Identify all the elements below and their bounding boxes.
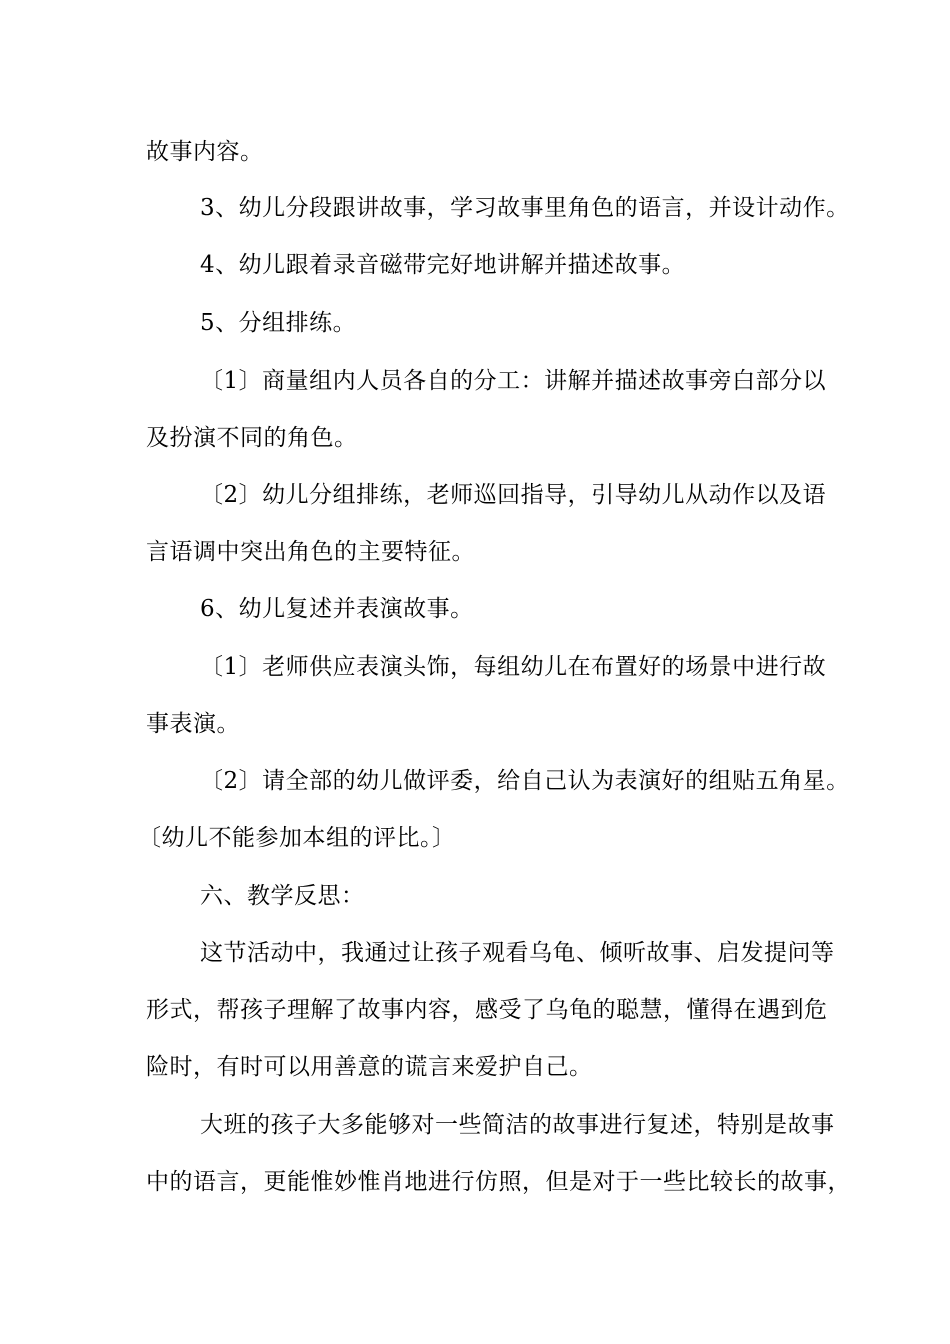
text-line: 险时，有时可以用善意的谎言来爱护自己。 bbox=[146, 1054, 593, 1080]
text-line: 5、分组排练。 bbox=[200, 310, 357, 336]
text-line: 4、幼儿跟着录音磁带完好地讲解并描述故事。 bbox=[200, 252, 686, 278]
text-line: 大班的孩子大多能够对一些简洁的故事进行复述，特别是故事 bbox=[200, 1112, 835, 1138]
text-line: 〔1〕老师供应表演头饰，每组幼儿在布置好的场景中进行故 bbox=[200, 654, 827, 680]
text-line: 〔2〕请全部的幼儿做评委，给自己认为表演好的组贴五角星。 bbox=[200, 768, 850, 794]
text-line: 这节活动中，我通过让孩子观看乌龟、倾听故事、启发提问等 bbox=[200, 940, 835, 966]
text-line: 及扮演不同的角色。 bbox=[146, 425, 358, 451]
text-line: 中的语言，更能惟妙惟肖地进行仿照，但是对于一些比较长的故事， bbox=[146, 1169, 851, 1195]
text-line: 言语调中突出角色的主要特征。 bbox=[146, 539, 475, 565]
text-line: 6、幼儿复述并表演故事。 bbox=[200, 596, 474, 622]
text-line: 〔幼儿不能参加本组的评比。〕 bbox=[138, 825, 456, 851]
text-line: 〔1〕商量组内人员各自的分工：讲解并描述故事旁白部分以 bbox=[200, 368, 827, 394]
text-line: 六、教学反思： bbox=[200, 883, 365, 909]
text-line: 〔2〕幼儿分组排练，老师巡回指导，引导幼儿从动作以及语 bbox=[200, 482, 827, 508]
text-line: 故事内容。 bbox=[146, 139, 264, 165]
text-line: 3、幼儿分段跟讲故事，学习故事里角色的语言，并设计动作。 bbox=[200, 195, 850, 221]
text-line: 事表演。 bbox=[146, 711, 240, 737]
text-line: 形式，帮孩子理解了故事内容，感受了乌龟的聪慧，懂得在遇到危 bbox=[146, 997, 828, 1023]
